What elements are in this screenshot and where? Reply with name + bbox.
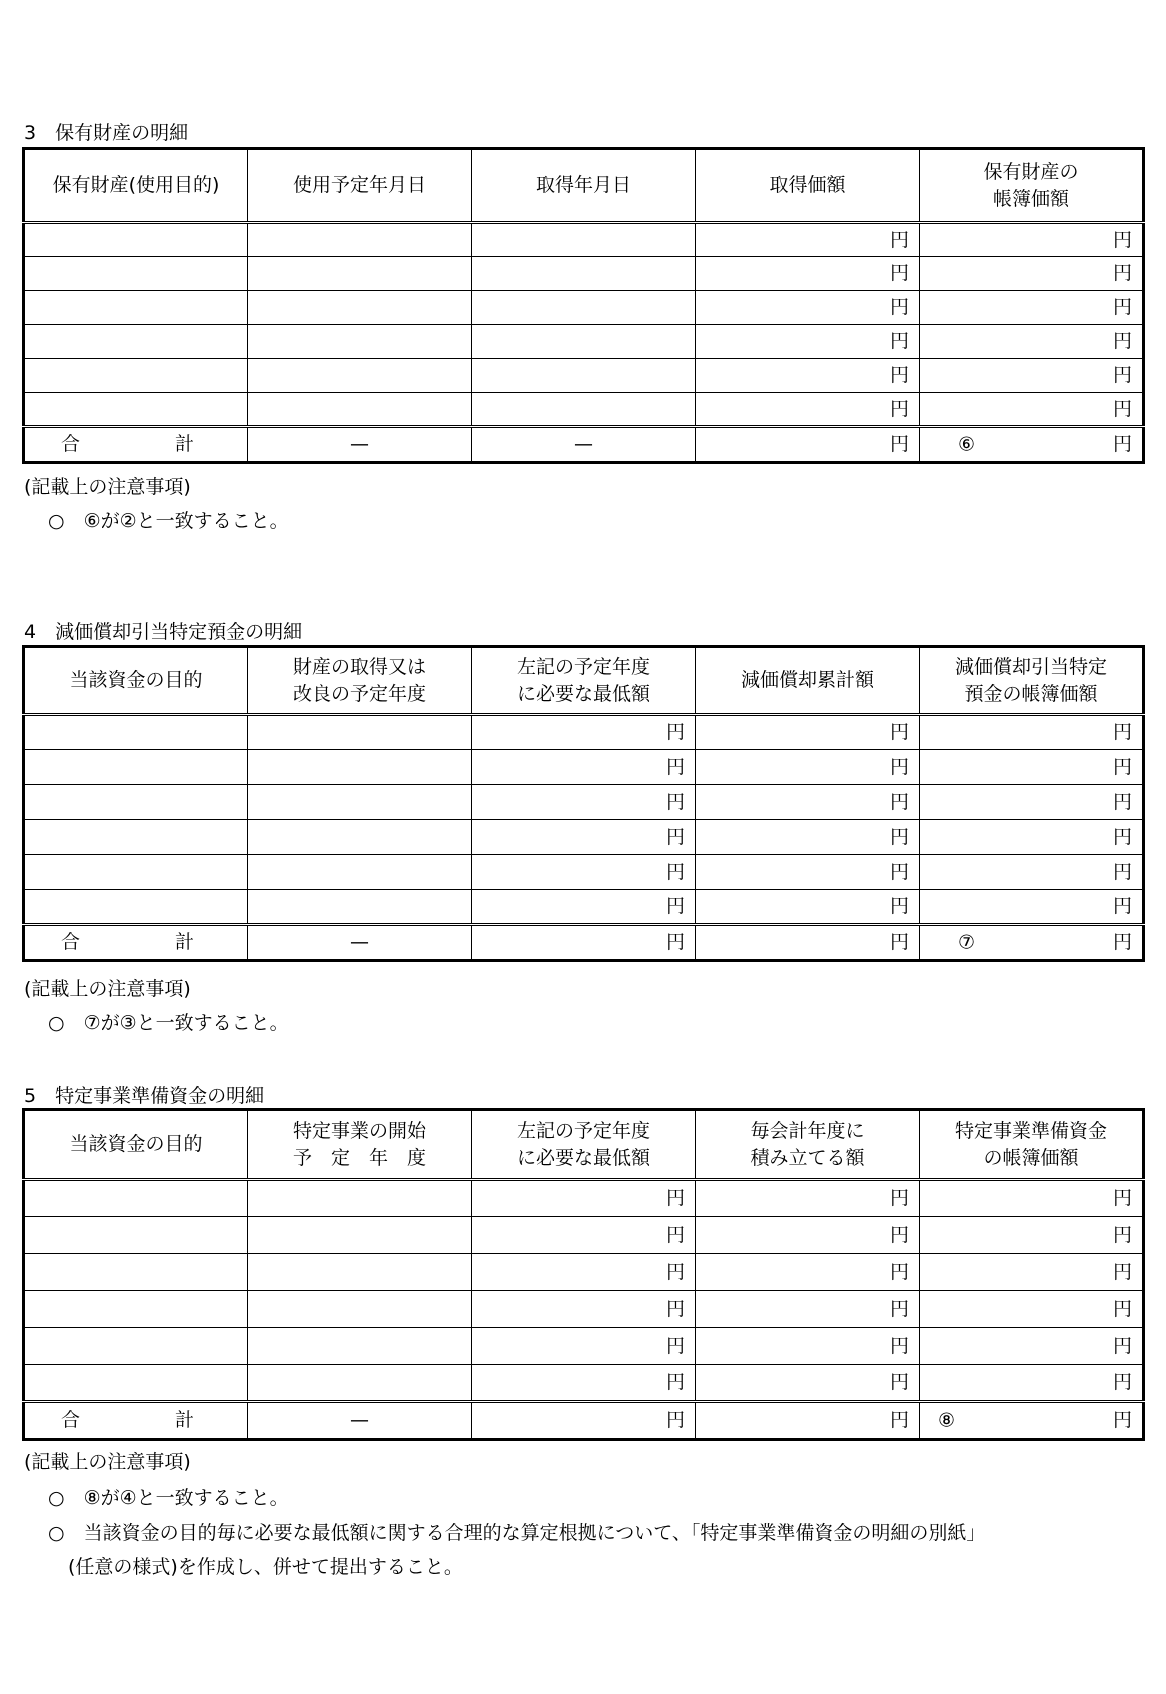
amount-cell[interactable]: 円: [920, 257, 1144, 291]
amount-cell[interactable]: 円: [696, 1217, 920, 1254]
table-row: [24, 785, 1144, 820]
total-amount-cell[interactable]: 円: [472, 1402, 696, 1440]
table-row: [24, 1365, 1144, 1402]
circle-number-6: ⑥: [958, 433, 976, 455]
amount-cell[interactable]: 円: [920, 223, 1144, 257]
table-row: [24, 890, 1144, 925]
amount-cell[interactable]: 円: [920, 890, 1144, 925]
header-cell: 左記の予定年度 に必要な最低額: [472, 647, 696, 715]
table-row: [24, 257, 1144, 291]
amount-cell[interactable]: 円: [472, 1291, 696, 1328]
header-cell: 減価償却累計額: [696, 647, 920, 715]
amount-cell[interactable]: 円: [696, 223, 920, 257]
amount-cell[interactable]: 円: [472, 1254, 696, 1291]
amount-cell[interactable]: 円: [920, 1217, 1144, 1254]
amount-cell[interactable]: 円: [472, 785, 696, 820]
total-row: [24, 427, 1144, 463]
total-row: [24, 1402, 1144, 1440]
input-cell[interactable]: [24, 393, 248, 427]
input-cell[interactable]: [248, 325, 472, 359]
header-row: [24, 149, 1144, 223]
circle-number-7: ⑦: [958, 931, 976, 953]
input-cell[interactable]: [24, 855, 248, 890]
input-cell[interactable]: [472, 325, 696, 359]
header-cell: 特定事業の開始 予 定 年 度: [248, 1110, 472, 1180]
input-cell[interactable]: [472, 223, 696, 257]
input-cell[interactable]: [24, 1254, 248, 1291]
amount-cell[interactable]: 円: [696, 291, 920, 325]
amount-cell[interactable]: 円: [920, 325, 1144, 359]
note-item: ○ ⑦が③と一致すること。: [48, 1012, 289, 1034]
amount-cell[interactable]: 円: [696, 257, 920, 291]
input-cell[interactable]: [472, 359, 696, 393]
header-row: [24, 647, 1144, 715]
total-label: 合 計: [24, 1402, 248, 1440]
input-cell[interactable]: [24, 1291, 248, 1328]
amount-cell[interactable]: 円: [920, 1328, 1144, 1365]
input-cell[interactable]: [248, 223, 472, 257]
amount-cell[interactable]: 円: [920, 393, 1144, 427]
input-cell[interactable]: [24, 785, 248, 820]
table-row: [24, 393, 1144, 427]
input-cell[interactable]: [472, 291, 696, 325]
amount-cell[interactable]: 円: [472, 820, 696, 855]
table-row: [24, 1254, 1144, 1291]
table-row: [24, 715, 1144, 750]
input-cell[interactable]: [248, 715, 472, 750]
table-row: [24, 291, 1144, 325]
amount-cell[interactable]: 円: [696, 1328, 920, 1365]
input-cell[interactable]: [24, 1217, 248, 1254]
input-cell[interactable]: [24, 820, 248, 855]
amount-cell[interactable]: 円: [472, 750, 696, 785]
notes-heading: (記載上の注意事項): [24, 1451, 191, 1473]
input-cell[interactable]: [248, 257, 472, 291]
notes-heading: (記載上の注意事項): [24, 476, 191, 498]
notes-heading: (記載上の注意事項): [24, 978, 191, 1000]
note-item: ○ ⑥が②と一致すること。: [48, 510, 289, 532]
header-cell: 減価償却引当特定 預金の帳簿価額: [920, 647, 1144, 715]
input-cell[interactable]: [248, 1291, 472, 1328]
header-cell: 特定事業準備資金 の帳簿価額: [920, 1110, 1144, 1180]
total-amount-cell[interactable]: 円: [472, 925, 696, 961]
input-cell[interactable]: [248, 1217, 472, 1254]
amount-cell[interactable]: 円: [696, 1180, 920, 1217]
amount-cell[interactable]: 円: [920, 1365, 1144, 1402]
dash-cell: —: [248, 427, 472, 463]
input-cell[interactable]: [248, 890, 472, 925]
input-cell[interactable]: [248, 785, 472, 820]
header-cell: 保有財産(使用目的): [24, 149, 248, 223]
amount-cell[interactable]: 円: [696, 1291, 920, 1328]
table-row: [24, 855, 1144, 890]
section-5-table: [22, 1108, 1145, 1441]
header-cell: 使用予定年月日: [248, 149, 472, 223]
input-cell[interactable]: [248, 750, 472, 785]
table-row: [24, 820, 1144, 855]
total-book-value-cell[interactable]: ⑥ 円: [920, 427, 1144, 463]
input-cell[interactable]: [248, 393, 472, 427]
amount-cell[interactable]: 円: [472, 1365, 696, 1402]
amount-cell[interactable]: 円: [920, 1180, 1144, 1217]
input-cell[interactable]: [472, 257, 696, 291]
input-cell[interactable]: [248, 1365, 472, 1402]
amount-cell[interactable]: 円: [696, 890, 920, 925]
total-amount-cell[interactable]: 円: [696, 427, 920, 463]
input-cell[interactable]: [24, 257, 248, 291]
amount-cell[interactable]: 円: [696, 359, 920, 393]
amount-cell[interactable]: 円: [920, 785, 1144, 820]
input-cell[interactable]: [24, 715, 248, 750]
table-row: [24, 325, 1144, 359]
table-row: [24, 1180, 1144, 1217]
dash-cell: —: [472, 427, 696, 463]
amount-cell[interactable]: 円: [696, 820, 920, 855]
section-5-title: 5 特定事業準備資金の明細: [24, 1085, 265, 1107]
note-item-continuation: (任意の様式)を作成し、併せて提出すること。: [68, 1556, 463, 1578]
section-4-title: 4 減価償却引当特定預金の明細: [24, 621, 303, 643]
header-cell: 当該資金の目的: [24, 1110, 248, 1180]
input-cell[interactable]: [248, 1254, 472, 1291]
amount-cell[interactable]: 円: [472, 1180, 696, 1217]
amount-cell[interactable]: 円: [696, 750, 920, 785]
header-cell: 取得価額: [696, 149, 920, 223]
input-cell[interactable]: [24, 1180, 248, 1217]
input-cell[interactable]: [24, 1365, 248, 1402]
section-3-table: [22, 147, 1145, 464]
input-cell[interactable]: [24, 1328, 248, 1365]
input-cell[interactable]: [472, 393, 696, 427]
total-label: 合 計: [24, 925, 248, 961]
amount-cell[interactable]: 円: [472, 715, 696, 750]
amount-cell[interactable]: 円: [696, 1254, 920, 1291]
table-row: [24, 223, 1144, 257]
input-cell[interactable]: [24, 223, 248, 257]
amount-cell[interactable]: 円: [920, 715, 1144, 750]
table-row: [24, 1217, 1144, 1254]
amount-cell[interactable]: 円: [920, 1291, 1144, 1328]
note-item: ○ 当該資金の目的毎に必要な最低額に関する合理的な算定根拠について、「特定事業準備資金の明細の別紙」: [48, 1522, 986, 1544]
dash-cell: —: [248, 925, 472, 961]
header-cell: 取得年月日: [472, 149, 696, 223]
amount-cell[interactable]: 円: [920, 855, 1144, 890]
amount-cell[interactable]: 円: [472, 1328, 696, 1365]
amount-cell[interactable]: 円: [472, 1217, 696, 1254]
header-cell: 財産の取得又は 改良の予定年度: [248, 647, 472, 715]
amount-cell[interactable]: 円: [696, 393, 920, 427]
total-row: [24, 925, 1144, 961]
total-amount-cell[interactable]: 円: [696, 925, 920, 961]
input-cell[interactable]: [248, 359, 472, 393]
table-row: [24, 1291, 1144, 1328]
amount-cell[interactable]: 円: [920, 1254, 1144, 1291]
total-amount-cell[interactable]: 円: [696, 1402, 920, 1440]
amount-cell[interactable]: 円: [920, 291, 1144, 325]
amount-cell[interactable]: 円: [472, 855, 696, 890]
table-row: [24, 1328, 1144, 1365]
header-cell: 保有財産の 帳簿価額: [920, 149, 1144, 223]
input-cell[interactable]: [248, 855, 472, 890]
input-cell[interactable]: [248, 820, 472, 855]
total-label: 合 計: [24, 427, 248, 463]
header-cell: 左記の予定年度 に必要な最低額: [472, 1110, 696, 1180]
amount-cell[interactable]: 円: [696, 325, 920, 359]
table-row: [24, 750, 1144, 785]
input-cell[interactable]: [24, 890, 248, 925]
input-cell[interactable]: [24, 291, 248, 325]
input-cell[interactable]: [248, 1180, 472, 1217]
amount-cell[interactable]: 円: [696, 715, 920, 750]
amount-cell[interactable]: 円: [920, 820, 1144, 855]
amount-cell[interactable]: 円: [696, 785, 920, 820]
input-cell[interactable]: [248, 1328, 472, 1365]
input-cell[interactable]: [24, 325, 248, 359]
total-book-value-cell[interactable]: ⑧ 円: [920, 1402, 1144, 1440]
header-cell: 当該資金の目的: [24, 647, 248, 715]
amount-cell[interactable]: 円: [920, 750, 1144, 785]
amount-cell[interactable]: 円: [472, 890, 696, 925]
amount-cell[interactable]: 円: [696, 855, 920, 890]
section-3-title: 3 保有財産の明細: [24, 122, 189, 144]
header-cell: 毎会計年度に 積み立てる額: [696, 1110, 920, 1180]
amount-cell[interactable]: 円: [920, 359, 1144, 393]
section-4-table: [22, 645, 1145, 962]
dash-cell: —: [248, 1402, 472, 1440]
circle-number-8: ⑧: [938, 1409, 956, 1431]
total-book-value-cell[interactable]: ⑦ 円: [920, 925, 1144, 961]
header-row: [24, 1110, 1144, 1180]
note-item: ○ ⑧が④と一致すること。: [48, 1487, 289, 1509]
input-cell[interactable]: [248, 291, 472, 325]
input-cell[interactable]: [24, 750, 248, 785]
table-row: [24, 359, 1144, 393]
amount-cell[interactable]: 円: [696, 1365, 920, 1402]
input-cell[interactable]: [24, 359, 248, 393]
